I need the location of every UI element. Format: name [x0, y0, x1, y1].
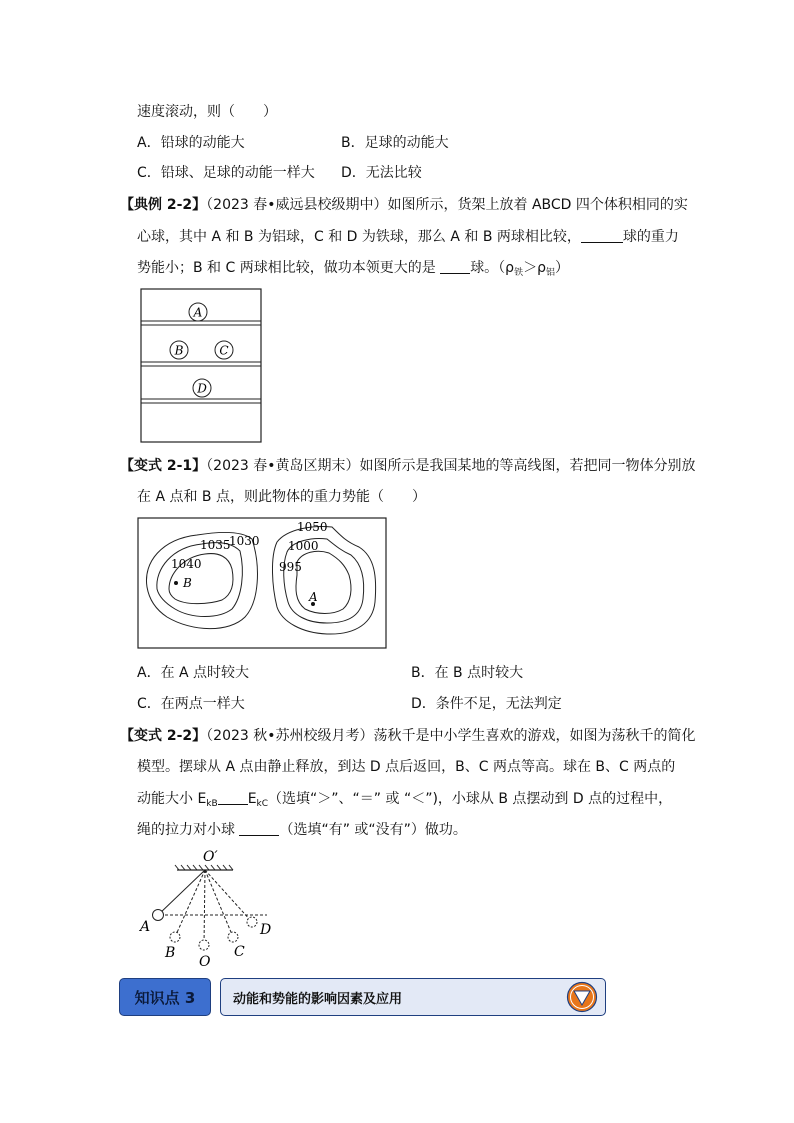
question-source: （2023 春•威远县校级期中）如图所示，货架上放着 ABCD 四个体积相同的实	[206, 197, 688, 213]
text-segment: （选填“＞”、“＝” 或 “＜”)，小球从 B 点摆动到 D 点的过程中，	[268, 791, 673, 807]
chevron-down-icon	[566, 981, 598, 1013]
question-tag: 【变式 2-2】	[120, 728, 207, 744]
section-label: 知识点 3	[119, 978, 211, 1016]
option-b: B．足球的动能大	[341, 135, 449, 151]
question-ex22-line3	[137, 258, 569, 283]
answer-blank	[239, 821, 279, 836]
answer-blank	[218, 790, 248, 805]
question-ex22-line1	[120, 195, 688, 215]
contour-label: 1040	[171, 557, 202, 571]
option-b: B．在 B 点时较大	[411, 665, 524, 681]
question-v21-line1	[120, 456, 696, 476]
svg-text:A: A	[193, 305, 203, 320]
ball-c	[215, 341, 233, 359]
text-segment: E	[247, 791, 257, 807]
question-v22-line1	[120, 726, 696, 746]
pendulum-label: C	[234, 944, 245, 960]
text-segment: 动能大小 E	[137, 791, 207, 807]
option-a: A．铅球的动能大	[137, 135, 245, 151]
contour-map-figure	[137, 517, 388, 650]
text-segment: 心球，其中 A 和 B 为铝球，C 和 D 为铁球，那么 A 和 B 两球相比较，	[137, 229, 581, 245]
pendulum-figure	[135, 845, 285, 970]
question-v22-line4	[137, 820, 467, 840]
point-a-label: A	[309, 590, 318, 604]
pendulum-label: A	[140, 919, 151, 935]
question-ex22-line2	[137, 227, 679, 247]
pendulum-label: O	[199, 954, 211, 970]
section-title: 动能和势能的影响因素及应用	[233, 992, 403, 1007]
question-v22-line3	[137, 789, 672, 814]
contour-label: 1050	[297, 520, 328, 534]
contour-label: 1035	[200, 538, 231, 552]
subscript: 铝	[545, 268, 555, 278]
subscript: kC	[256, 799, 269, 809]
text-segment: 势能小；B 和 C 两球相比较，做功本领更大的是	[137, 260, 441, 276]
ball-d	[193, 379, 211, 397]
contour-label: 995	[279, 560, 302, 574]
svg-text:B: B	[174, 343, 184, 358]
point-b-label: B	[183, 576, 192, 590]
question-v22-line2: 模型。摆球从 A 点由静止释放，到达 D 点后返回，B、C 两点等高。球在 B、C 两点的	[137, 759, 676, 775]
contour-label: 1000	[288, 539, 319, 553]
pendulum-label: B	[165, 945, 176, 961]
text-segment: 绳的拉力对小球	[137, 822, 240, 838]
subscript: kB	[206, 799, 218, 809]
contour-label: 1030	[229, 534, 260, 548]
question-source: （2023 春•黄岛区期末）如图所示是我国某地的等高线图，若把同一物体分别放	[206, 458, 696, 474]
option-c: C．在两点一样大	[137, 696, 245, 712]
section-title-box	[220, 978, 606, 1016]
svg-text:D: D	[197, 381, 207, 396]
question-tag: 【典例 2-2】	[120, 197, 207, 213]
text-segment: （选填“有” 或“没有”）做功。	[279, 822, 467, 838]
question-text: 速度滚动，则（ ）	[137, 104, 277, 120]
answer-blank	[440, 259, 470, 274]
question-v21-line2: 在 A 点和 B 点，则此物体的重力势能（ ）	[137, 489, 426, 505]
ball-b	[170, 341, 188, 359]
text-segment: ）	[555, 260, 569, 276]
ball-a	[189, 303, 207, 321]
text-segment: 球。（ρ	[470, 260, 515, 276]
text-segment: 球的重力	[622, 229, 679, 245]
subscript: 铁	[514, 268, 524, 278]
shelf-figure	[140, 288, 263, 444]
answer-blank	[581, 228, 623, 243]
svg-text:C: C	[219, 343, 229, 358]
option-d: D．条件不足，无法判定	[411, 696, 562, 712]
option-d: D．无法比较	[341, 165, 422, 181]
pivot-label: O′	[203, 849, 218, 865]
option-c: C．铅球、足球的动能一样大	[137, 165, 315, 181]
text-segment: ＞ρ	[523, 260, 546, 276]
question-tag: 【变式 2-1】	[120, 458, 207, 474]
pendulum-label: D	[260, 922, 272, 938]
option-a: A．在 A 点时较大	[137, 665, 250, 681]
question-source: （2023 秋•苏州校级月考）荡秋千是中小学生喜欢的游戏，如图为荡秋千的简化	[206, 728, 696, 744]
